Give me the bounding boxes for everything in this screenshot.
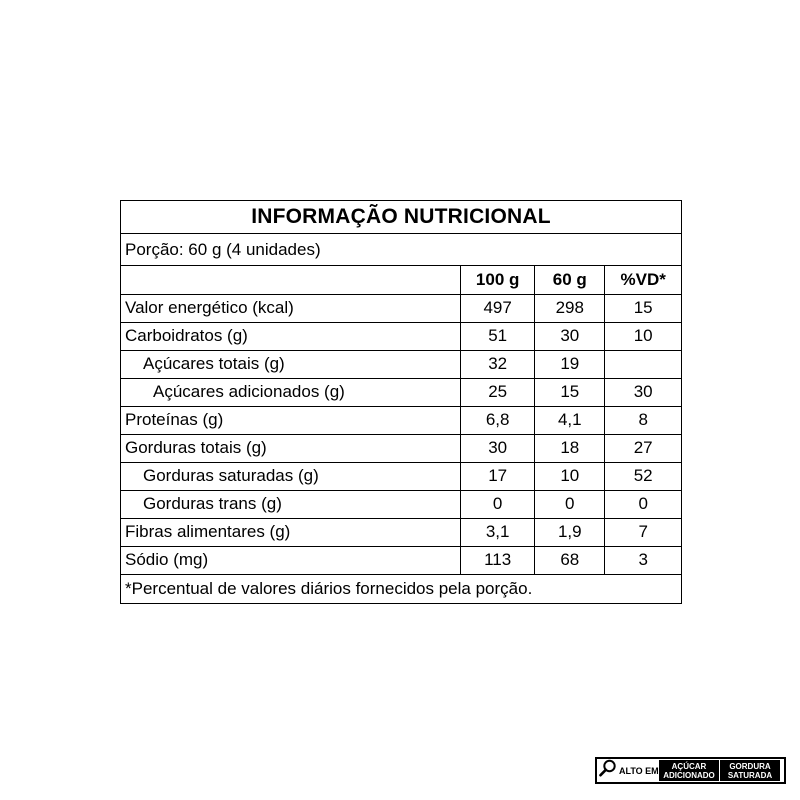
header-daily-value: %VD* xyxy=(605,266,681,294)
header-row xyxy=(121,266,681,294)
header-per-portion: 60 g xyxy=(535,266,605,294)
cell-per-100g: 17 xyxy=(461,462,535,490)
cell-daily-value: 0 xyxy=(605,490,681,518)
cell-daily-value: 15 xyxy=(605,294,681,322)
row-label: Gorduras trans (g) xyxy=(121,490,461,518)
cell-daily-value: 3 xyxy=(605,546,681,574)
cell-daily-value: 52 xyxy=(605,462,681,490)
row-label: Valor energético (kcal) xyxy=(121,294,461,322)
seal-prefix: ALTO EM xyxy=(619,765,659,776)
table-row xyxy=(121,434,681,462)
seal-item-line: AÇÚCAR xyxy=(671,761,707,771)
row-label: Açúcares totais (g) xyxy=(121,350,461,378)
seal-header xyxy=(597,759,659,782)
cell-per-portion: 298 xyxy=(535,294,605,322)
cell-per-100g: 30 xyxy=(461,434,535,462)
cell-daily-value: 8 xyxy=(605,406,681,434)
table-row xyxy=(121,406,681,434)
cell-per-100g: 0 xyxy=(461,490,535,518)
cell-per-portion: 68 xyxy=(535,546,605,574)
row-label: Carboidratos (g) xyxy=(121,322,461,350)
row-label: Proteínas (g) xyxy=(121,406,461,434)
cell-daily-value: 30 xyxy=(605,378,681,406)
row-label: Sódio (mg) xyxy=(121,546,461,574)
seal-item-line: ADICIONADO xyxy=(663,770,715,780)
row-label: Gorduras saturadas (g) xyxy=(121,462,461,490)
cell-per-portion: 4,1 xyxy=(535,406,605,434)
nutrient-grid xyxy=(121,266,681,575)
cell-per-100g: 497 xyxy=(461,294,535,322)
cell-per-portion: 1,9 xyxy=(535,518,605,546)
cell-per-100g: 6,8 xyxy=(461,406,535,434)
seal-item-line: GORDURA xyxy=(729,761,771,771)
table-row xyxy=(121,378,681,406)
cell-per-100g: 32 xyxy=(461,350,535,378)
row-label: Fibras alimentares (g) xyxy=(121,518,461,546)
nutrition-facts-table xyxy=(120,200,682,604)
table-row xyxy=(121,490,681,518)
cell-per-portion: 19 xyxy=(535,350,605,378)
table-row xyxy=(121,322,681,350)
cell-daily-value: 10 xyxy=(605,322,681,350)
cell-per-100g: 3,1 xyxy=(461,518,535,546)
cell-per-100g: 113 xyxy=(461,546,535,574)
row-label: Gorduras totais (g) xyxy=(121,434,461,462)
header-per-100g: 100 g xyxy=(461,266,535,294)
table-row xyxy=(121,546,681,574)
table-row xyxy=(121,518,681,546)
portion-info: Porção: 60 g (4 unidades) xyxy=(121,234,681,266)
magnifier-icon xyxy=(599,759,617,782)
cell-daily-value: 7 xyxy=(605,518,681,546)
front-label-seal xyxy=(595,757,786,784)
cell-per-portion: 10 xyxy=(535,462,605,490)
table-row xyxy=(121,294,681,322)
cell-per-portion: 30 xyxy=(535,322,605,350)
table-title: INFORMAÇÃO NUTRICIONAL xyxy=(121,201,681,234)
cell-daily-value: 27 xyxy=(605,434,681,462)
seal-added-sugar xyxy=(659,760,719,781)
row-label: Açúcares adicionados (g) xyxy=(121,378,461,406)
cell-daily-value xyxy=(605,350,681,378)
seal-saturated-fat xyxy=(720,760,780,781)
cell-per-portion: 15 xyxy=(535,378,605,406)
table-footnote: *Percentual de valores diários fornecidos pela porção. xyxy=(125,578,533,598)
table-row xyxy=(121,350,681,378)
cell-per-100g: 51 xyxy=(461,322,535,350)
header-blank xyxy=(121,266,461,294)
seal-item-line: SATURADA xyxy=(727,770,773,780)
cell-per-portion: 18 xyxy=(535,434,605,462)
cell-per-portion: 0 xyxy=(535,490,605,518)
cell-per-100g: 25 xyxy=(461,378,535,406)
table-row xyxy=(121,462,681,490)
